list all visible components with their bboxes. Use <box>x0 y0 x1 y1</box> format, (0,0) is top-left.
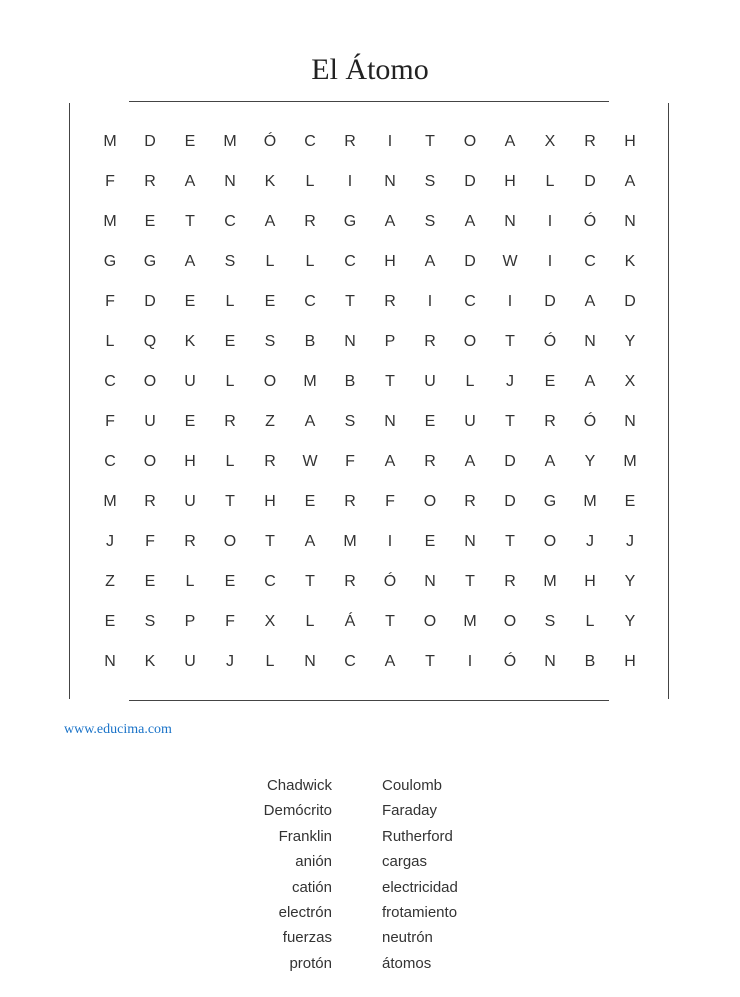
grid-letter[interactable]: A <box>544 453 556 470</box>
grid-letter[interactable]: I <box>387 133 393 150</box>
grid-letter[interactable]: C <box>584 253 596 270</box>
grid-letter[interactable]: L <box>185 573 195 590</box>
grid-letter[interactable]: O <box>463 133 477 150</box>
educima-link[interactable]: www.educima.com <box>64 722 172 737</box>
grid-letter[interactable]: L <box>225 373 235 390</box>
grid-letter[interactable]: E <box>104 613 116 630</box>
grid-letter[interactable]: N <box>224 173 236 190</box>
grid-letter[interactable]: X <box>624 373 636 390</box>
grid-letter[interactable]: T <box>185 213 195 230</box>
word-item: anión <box>295 853 332 871</box>
grid-letter[interactable]: Ó <box>503 653 517 670</box>
grid-letter[interactable]: R <box>344 133 356 150</box>
grid-letter[interactable]: C <box>264 573 276 590</box>
grid-letter[interactable]: T <box>305 573 315 590</box>
word-list-right <box>382 773 542 976</box>
grid-letter[interactable]: N <box>304 653 316 670</box>
grid-letter[interactable]: E <box>144 213 156 230</box>
word-item: Demócrito <box>263 802 332 820</box>
grid-letter[interactable]: A <box>424 253 436 270</box>
grid-letter[interactable]: B <box>584 653 596 670</box>
grid-letter[interactable]: P <box>184 613 196 630</box>
grid-letter[interactable]: F <box>145 533 155 550</box>
grid-letter[interactable]: A <box>304 533 316 550</box>
word-list-left <box>200 773 332 976</box>
grid-letter[interactable]: D <box>544 293 556 310</box>
grid-row <box>90 402 650 442</box>
word-item: cargas <box>382 853 428 871</box>
word-item: Chadwick <box>266 777 332 794</box>
grid-letter[interactable]: M <box>103 133 117 150</box>
grid-letter[interactable]: S <box>144 613 156 630</box>
grid-letter[interactable]: M <box>103 493 117 510</box>
grid-row <box>90 482 650 522</box>
grid-letter[interactable]: R <box>584 133 596 150</box>
grid-letter[interactable]: F <box>105 173 115 190</box>
word-item: Faraday <box>382 802 438 820</box>
grid-letter[interactable]: L <box>265 653 275 670</box>
word-item: electrón <box>278 903 332 921</box>
grid-letter[interactable]: A <box>624 173 636 190</box>
grid-letter[interactable]: E <box>624 493 636 510</box>
grid-letter[interactable]: X <box>264 613 276 630</box>
grid-letter[interactable]: A <box>584 373 596 390</box>
grid-letter[interactable]: Y <box>584 453 596 470</box>
grid-letter[interactable]: L <box>305 613 315 630</box>
grid-letter[interactable]: U <box>424 373 436 390</box>
word-item: frotamiento <box>382 903 458 921</box>
grid-letter[interactable]: O <box>263 373 277 390</box>
grid-letter[interactable]: R <box>264 453 276 470</box>
grid-letter[interactable]: L <box>305 173 315 190</box>
grid-letter[interactable]: Y <box>624 613 636 630</box>
grid-letter[interactable]: X <box>544 133 556 150</box>
letter-grid <box>90 122 650 682</box>
grid-letter[interactable]: R <box>424 333 436 350</box>
grid-letter[interactable]: L <box>265 253 275 270</box>
grid-letter[interactable]: D <box>144 293 156 310</box>
corner-gap <box>69 100 129 103</box>
grid-letter[interactable]: O <box>543 533 557 550</box>
grid-letter[interactable]: R <box>544 413 556 430</box>
grid-letter[interactable]: F <box>385 493 395 510</box>
grid-letter[interactable]: R <box>464 493 476 510</box>
grid-letter[interactable]: Ó <box>583 413 597 430</box>
grid-letter[interactable]: S <box>264 333 276 350</box>
grid-letter[interactable]: E <box>184 133 196 150</box>
corner-gap <box>609 100 669 103</box>
word-item: electricidad <box>382 878 458 896</box>
grid-letter[interactable]: Ó <box>583 213 597 230</box>
grid-letter[interactable]: T <box>385 613 395 630</box>
grid-letter[interactable]: O <box>463 333 477 350</box>
grid-letter[interactable]: U <box>184 653 196 670</box>
word-item: Coulomb <box>382 777 443 794</box>
grid-letter[interactable]: C <box>304 133 316 150</box>
grid-letter[interactable]: L <box>305 253 315 270</box>
grid-letter[interactable]: K <box>184 333 196 350</box>
grid-letter[interactable]: E <box>264 293 276 310</box>
grid-letter[interactable]: C <box>224 213 236 230</box>
grid-letter[interactable]: N <box>624 213 636 230</box>
word-search-board <box>69 101 669 701</box>
grid-letter[interactable]: D <box>504 493 516 510</box>
grid-letter[interactable]: R <box>224 413 236 430</box>
grid-letter[interactable]: W <box>302 453 318 470</box>
grid-letter[interactable]: G <box>343 213 357 230</box>
grid-letter[interactable]: R <box>304 213 316 230</box>
grid-letter[interactable]: L <box>225 453 235 470</box>
grid-letter[interactable]: Á <box>344 613 356 630</box>
grid-letter[interactable]: L <box>545 173 555 190</box>
grid-letter[interactable]: N <box>384 413 396 430</box>
grid-letter[interactable]: L <box>225 293 235 310</box>
grid-letter[interactable]: T <box>505 413 515 430</box>
grid-row <box>90 362 650 402</box>
grid-letter[interactable]: E <box>544 373 556 390</box>
grid-letter[interactable]: S <box>544 613 556 630</box>
grid-letter[interactable]: A <box>264 213 276 230</box>
grid-letter[interactable]: E <box>184 293 196 310</box>
grid-letter[interactable]: H <box>584 573 596 590</box>
grid-letter[interactable]: D <box>624 293 636 310</box>
grid-letter[interactable]: M <box>623 453 637 470</box>
grid-letter[interactable]: Y <box>624 333 636 350</box>
grid-letter[interactable]: E <box>224 573 236 590</box>
grid-letter[interactable]: I <box>427 293 433 310</box>
grid-letter[interactable]: Z <box>265 413 275 430</box>
grid-row <box>90 442 650 482</box>
grid-letter[interactable]: U <box>144 413 156 430</box>
grid-letter[interactable]: S <box>424 213 436 230</box>
grid-letter[interactable]: G <box>103 253 117 270</box>
grid-letter[interactable]: A <box>384 213 396 230</box>
grid-letter[interactable]: I <box>467 653 473 670</box>
grid-letter[interactable]: M <box>223 133 237 150</box>
grid-letter[interactable]: K <box>624 253 636 270</box>
grid-letter[interactable]: P <box>384 333 396 350</box>
word-item: Rutherford <box>382 827 453 845</box>
grid-letter[interactable]: O <box>143 373 157 390</box>
grid-letter[interactable]: E <box>424 533 436 550</box>
grid-letter[interactable]: F <box>105 293 115 310</box>
grid-letter[interactable]: O <box>143 453 157 470</box>
grid-letter[interactable]: E <box>304 493 316 510</box>
grid-letter[interactable]: M <box>103 213 117 230</box>
grid-letter[interactable]: E <box>224 333 236 350</box>
grid-letter[interactable]: E <box>424 413 436 430</box>
grid-letter[interactable]: A <box>304 413 316 430</box>
grid-letter[interactable]: H <box>624 653 636 670</box>
grid-letter[interactable]: R <box>144 493 156 510</box>
grid-letter[interactable]: M <box>543 573 557 590</box>
grid-letter[interactable]: H <box>264 493 276 510</box>
grid-letter[interactable]: J <box>226 653 234 670</box>
grid-letter[interactable]: M <box>343 533 357 550</box>
grid-letter[interactable]: A <box>384 653 396 670</box>
grid-letter[interactable]: N <box>104 653 116 670</box>
grid-letter[interactable]: N <box>504 213 516 230</box>
grid-letter[interactable]: Ó <box>543 333 557 350</box>
grid-row <box>90 562 650 602</box>
grid-letter[interactable]: N <box>624 413 636 430</box>
grid-letter[interactable]: G <box>543 493 557 510</box>
grid-row <box>90 242 650 282</box>
grid-letter[interactable]: N <box>584 333 596 350</box>
grid-letter[interactable]: E <box>144 573 156 590</box>
grid-letter[interactable]: N <box>464 533 476 550</box>
grid-letter[interactable]: Z <box>105 573 115 590</box>
grid-letter[interactable]: U <box>184 373 196 390</box>
corner-gap <box>609 699 669 702</box>
grid-letter[interactable]: A <box>464 453 476 470</box>
grid-letter[interactable]: C <box>104 373 116 390</box>
grid-letter[interactable]: T <box>465 573 475 590</box>
grid-letter[interactable]: J <box>106 533 114 550</box>
word-item: fuerzas <box>282 929 332 947</box>
grid-letter[interactable]: A <box>184 173 196 190</box>
grid-letter[interactable]: L <box>105 333 115 350</box>
grid-letter[interactable]: A <box>464 213 476 230</box>
grid-letter[interactable]: C <box>464 293 476 310</box>
grid-letter[interactable]: C <box>304 293 316 310</box>
grid-letter[interactable]: A <box>384 453 396 470</box>
grid-letter[interactable]: N <box>424 573 436 590</box>
grid-letter[interactable]: N <box>544 653 556 670</box>
word-item: catión <box>291 878 332 896</box>
grid-letter[interactable]: O <box>423 493 437 510</box>
grid-letter[interactable]: D <box>584 173 596 190</box>
grid-letter[interactable]: J <box>506 373 514 390</box>
grid-letter[interactable]: K <box>144 653 156 670</box>
grid-letter[interactable]: M <box>583 493 597 510</box>
grid-letter[interactable]: H <box>384 253 396 270</box>
grid-letter[interactable]: C <box>344 253 356 270</box>
grid-letter[interactable]: B <box>344 373 356 390</box>
grid-letter[interactable]: Ó <box>263 133 277 150</box>
corner-gap <box>69 699 129 702</box>
grid-row <box>90 202 650 242</box>
grid-letter[interactable]: S <box>224 253 236 270</box>
grid-letter[interactable]: F <box>225 613 235 630</box>
grid-letter[interactable]: C <box>344 653 356 670</box>
word-item: protón <box>289 954 332 972</box>
grid-letter[interactable]: R <box>144 173 156 190</box>
grid-letter[interactable]: N <box>344 333 356 350</box>
grid-letter[interactable]: C <box>104 453 116 470</box>
grid-letter[interactable]: F <box>345 453 355 470</box>
grid-letter[interactable]: R <box>384 293 396 310</box>
grid-row <box>90 522 650 562</box>
grid-row <box>90 602 650 642</box>
grid-row <box>90 282 650 322</box>
grid-letter[interactable]: A <box>504 133 516 150</box>
grid-letter[interactable]: R <box>344 493 356 510</box>
grid-letter[interactable]: Ó <box>383 573 397 590</box>
grid-letter[interactable]: I <box>547 213 553 230</box>
grid-letter[interactable]: R <box>504 573 516 590</box>
grid-row <box>90 162 650 202</box>
grid-letter[interactable]: I <box>507 293 513 310</box>
grid-letter[interactable]: G <box>143 253 157 270</box>
grid-letter[interactable]: T <box>385 373 395 390</box>
grid-letter[interactable]: B <box>304 333 316 350</box>
grid-letter[interactable]: D <box>464 173 476 190</box>
grid-letter[interactable]: M <box>463 613 477 630</box>
grid-letter[interactable]: U <box>464 413 476 430</box>
grid-letter[interactable]: O <box>423 613 437 630</box>
grid-letter[interactable]: H <box>504 173 516 190</box>
grid-letter[interactable]: L <box>585 613 595 630</box>
grid-letter[interactable]: D <box>504 453 516 470</box>
grid-letter[interactable]: O <box>223 533 237 550</box>
word-item: átomos <box>382 954 432 972</box>
grid-letter[interactable]: F <box>105 413 115 430</box>
grid-letter[interactable]: T <box>225 493 235 510</box>
grid-letter[interactable]: T <box>265 533 275 550</box>
grid-letter[interactable]: H <box>184 453 196 470</box>
grid-letter[interactable]: J <box>626 533 634 550</box>
grid-letter[interactable]: M <box>303 373 317 390</box>
grid-letter[interactable]: S <box>424 173 436 190</box>
grid-letter[interactable]: T <box>505 533 515 550</box>
grid-letter[interactable]: R <box>344 573 356 590</box>
grid-letter[interactable]: E <box>184 413 196 430</box>
grid-letter[interactable]: I <box>387 533 393 550</box>
page-title: El Átomo <box>311 53 429 86</box>
grid-row <box>90 642 650 682</box>
grid-letter[interactable]: D <box>464 253 476 270</box>
grid-letter[interactable]: U <box>184 493 196 510</box>
grid-letter[interactable]: T <box>345 293 355 310</box>
grid-letter[interactable]: I <box>347 173 353 190</box>
grid-letter[interactable]: T <box>425 653 435 670</box>
grid-letter[interactable]: J <box>586 533 594 550</box>
grid-letter[interactable]: K <box>264 173 276 190</box>
grid-letter[interactable]: Q <box>143 333 157 350</box>
word-item: Franklin <box>278 827 332 845</box>
word-item: neutrón <box>382 929 433 947</box>
grid-letter[interactable]: D <box>144 133 156 150</box>
grid-letter[interactable]: R <box>184 533 196 550</box>
grid-letter[interactable]: T <box>425 133 435 150</box>
grid-letter[interactable]: R <box>424 453 436 470</box>
grid-letter[interactable]: H <box>624 133 636 150</box>
grid-letter[interactable]: N <box>384 173 396 190</box>
grid-letter[interactable]: S <box>344 413 356 430</box>
grid-row <box>90 322 650 362</box>
grid-letter[interactable]: A <box>184 253 196 270</box>
grid-letter[interactable]: W <box>502 253 518 270</box>
grid-row <box>90 122 650 162</box>
grid-letter[interactable]: T <box>505 333 515 350</box>
grid-letter[interactable]: Y <box>624 573 636 590</box>
grid-letter[interactable]: I <box>547 253 553 270</box>
grid-letter[interactable]: L <box>465 373 475 390</box>
grid-letter[interactable]: O <box>503 613 517 630</box>
grid-letter[interactable]: A <box>584 293 596 310</box>
